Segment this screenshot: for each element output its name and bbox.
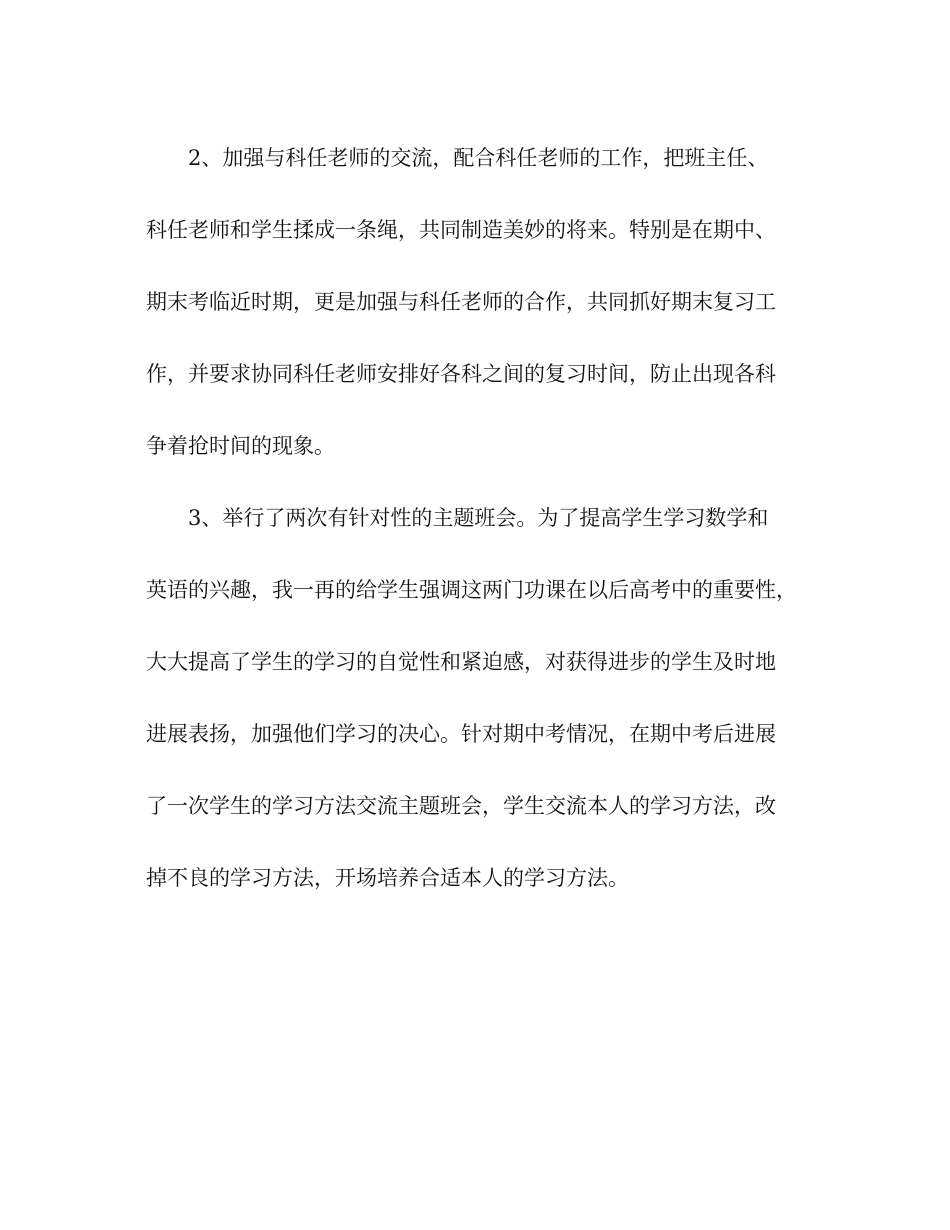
paragraph-line: 科任老师和学生揉成一条绳，共同制造美妙的将来。特别是在期中、 bbox=[146, 218, 776, 242]
paragraph-line: 2、加强与科任老师的交流，配合科任老师的工作，把班主任、 bbox=[188, 146, 769, 170]
paragraph-line: 了一次学生的学习方法交流主题班会，学生交流本人的学习方法，改 bbox=[146, 794, 776, 818]
paragraph-line: 大大提高了学生的学习的自觉性和紧迫感，对获得进步的学生及时地 bbox=[146, 650, 776, 674]
paragraph-line: 期末考临近时期，更是加强与科任老师的合作，共同抓好期末复习工 bbox=[146, 290, 776, 314]
paragraph-line: 英语的兴趣，我一再的给学生强调这两门功课在以后高考中的重要性， bbox=[146, 578, 797, 602]
paragraph-2 bbox=[146, 140, 810, 500]
document-body bbox=[146, 140, 810, 932]
paragraph-line: 掉不良的学习方法，开场培养合适本人的学习方法。 bbox=[146, 866, 629, 890]
paragraph-line: 作，并要求协同科任老师安排好各科之间的复习时间，防止出现各科 bbox=[146, 362, 776, 386]
paragraph-line: 进展表扬，加强他们学习的决心。针对期中考情况，在期中考后进展 bbox=[146, 722, 776, 746]
paragraph-3 bbox=[146, 500, 810, 932]
paragraph-line: 3、举行了两次有针对性的主题班会。为了提高学生学习数学和 bbox=[188, 506, 769, 530]
paragraph-line: 争着抢时间的现象。 bbox=[146, 434, 335, 458]
